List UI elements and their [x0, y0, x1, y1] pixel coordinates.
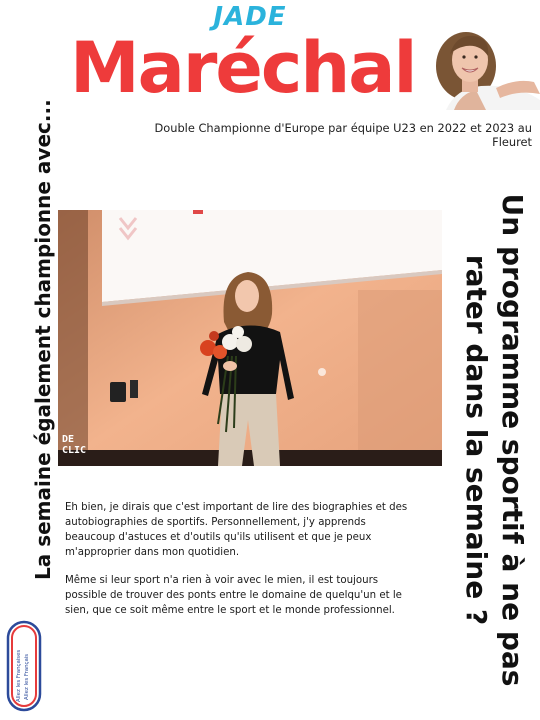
side-heading-right: Un programme sportif à ne pas rater dans la semaine ?: [460, 193, 529, 687]
last-name-title: Maréchal: [70, 27, 416, 109]
portrait-photo: [426, 28, 540, 110]
side-heading-left: La semaine également championne avec...: [31, 99, 55, 580]
paragraph: Même si leur sport n'a rien à voir avec le mien, il est toujours possible de trouver des ponts entre le domaine de quelqu'un et le sien, que ce soit même entre le sport et le monde professionnel.: [65, 575, 402, 616]
interview-answer: [65, 500, 415, 631]
paragraph: Eh bien, je dirais que c'est important de lire des biographies et des autobiographies de sportifs. Personnellement, j'y apprends beaucoup d'astuces et d'outils qu'ils utilisent et que je peux m'approprier dans mon quotidien.: [65, 502, 408, 558]
badge-text-line1: Allez les Françaises: [16, 649, 22, 702]
first-name: JADE: [213, 2, 287, 32]
allez-badge-logo: [6, 620, 42, 712]
badge-text-line2: Allez les Français: [24, 653, 30, 700]
photo-watermark-logo: DE CLIC: [62, 434, 87, 456]
subtitle: Double Championne d'Europe par équipe U23 en 2022 et 2023 au Fleuret: [154, 121, 532, 149]
event-photo: [58, 210, 442, 466]
